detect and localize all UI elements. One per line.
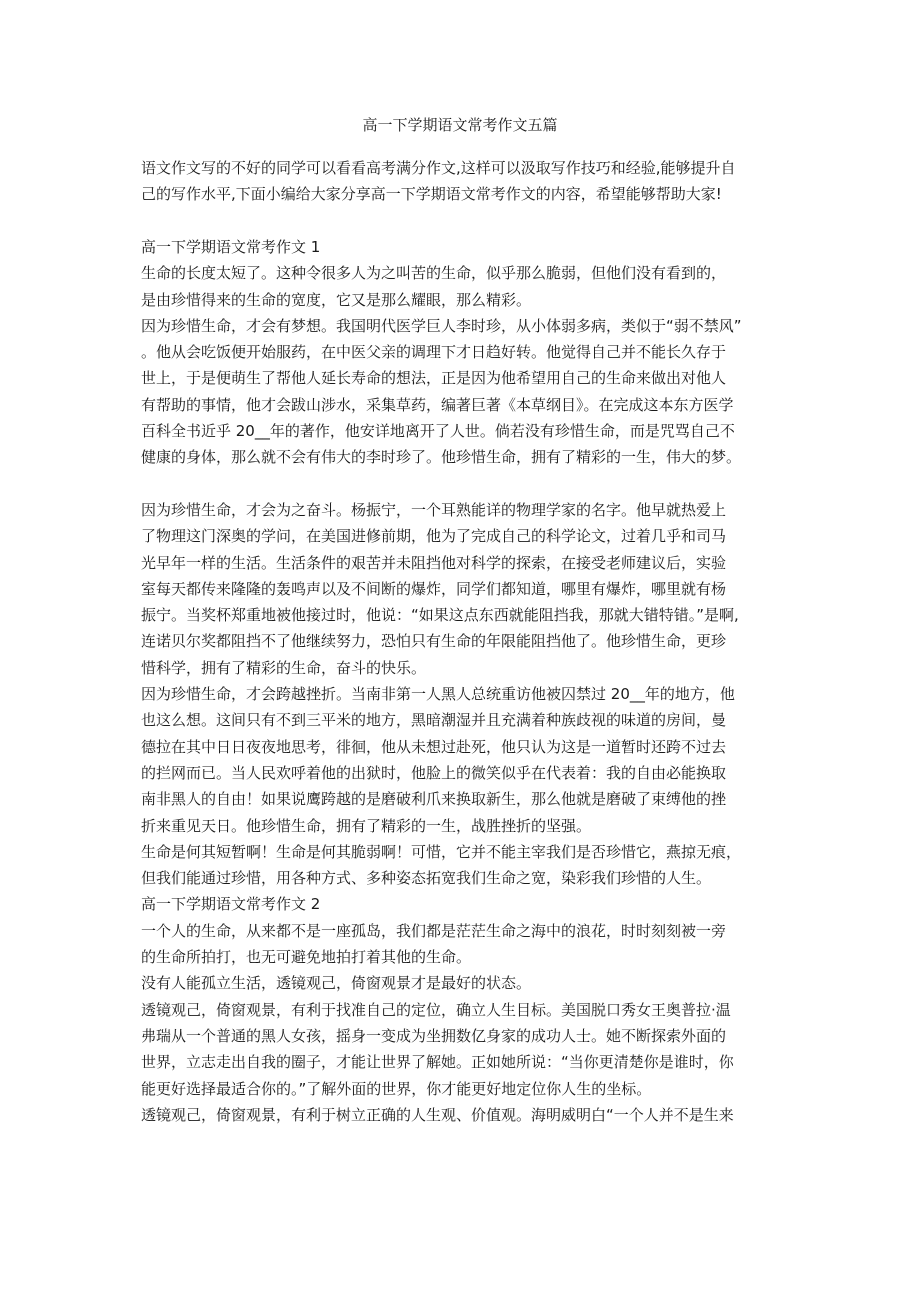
text-line: 振宁。当奖杯郑重地被他接过时，他说：“如果这点东西就能阻挡我，那就大错特错。”是啊,: [141, 606, 739, 625]
text-line: 但我们能通过珍惜，用各种方式、多种姿态拓宽我们生命之宽，染彩我们珍惜的人生。: [141, 869, 712, 888]
text-line: 健康的身体，那么就不会有伟大的李时珍了。他珍惜生命，拥有了精彩的一生，伟大的梦。: [141, 448, 742, 467]
text-line: 高一下学期语文常考作文 1: [141, 237, 321, 256]
text-line: 因为珍惜生命，才会为之奋斗。杨振宁，一个耳熟能详的物理学家的名字。他早就热爱上: [141, 500, 727, 519]
text-line: 也这么想。这间只有不到三平米的地方，黑暗潮湿并且充满着种族歧视的味道的房间，曼: [141, 711, 727, 730]
text-line: 室每天都传来隆隆的轰鸣声以及不间断的爆炸，同学们都知道，哪里有爆炸，哪里就有杨: [141, 579, 727, 598]
text-line: 南非黑人的自由！如果说鹰跨越的是磨破利爪来换取新生，那么他就是磨破了束缚他的挫: [141, 790, 727, 809]
text-line: 生命是何其短暂啊！生命是何其脆弱啊！可惜，它并不能主宰我们是否珍惜它，燕掠无痕，: [141, 842, 742, 861]
text-line: 弗瑞从一个普通的黑人女孩，摇身一变成为坐拥数亿身家的成功人士。她不断探索外面的: [141, 1026, 727, 1045]
text-line: 一个人的生命，从来都不是一座孤岛，我们都是茫茫生命之海中的浪花，时时刻刻被一旁: [141, 921, 727, 940]
text-line: 了物理这门深奥的学问，在美国进修前期，他为了完成自己的科学论文，过着几乎和司马: [141, 527, 727, 546]
text-line: 因为珍惜生命，才会跨越挫折。当南非第一人黑人总统重访他被囚禁过 20__年的地方，他: [141, 685, 735, 703]
text-line: 。他从会吃饭便开始服药，在中医父亲的调理下才日趋好转。他觉得自己并不能长久存于: [141, 343, 727, 362]
document-title: 高一下学期语文常考作文五篇: [362, 116, 558, 134]
text-line: 折来重见天日。他珍惜生命，拥有了精彩的一生，战胜挫折的坚强。: [141, 816, 592, 835]
text-line: 没有人能孤立生活，透镜观己，倚窗观景才是最好的状态。: [141, 974, 532, 993]
text-line: 己的写作水平,下面小编给大家分享高一下学期语文常考作文的内容，希望能够帮助大家!: [141, 185, 722, 204]
text-line: 因为珍惜生命，才会有梦想。我国明代医学巨人李时珍，从小体弱多病，类似于“弱不禁风”: [141, 316, 742, 335]
text-line: 高一下学期语文常考作文 2: [141, 895, 321, 914]
text-line: 惜科学，拥有了精彩的生命，奋斗的快乐。: [141, 658, 427, 677]
text-line: 透镜观己，倚窗观景，有利于树立正确的人生观、价值观。海明威明白“一个人并不是生来: [141, 1105, 734, 1124]
text-line: 透镜观己，倚窗观景，有利于找准自己的定位，确立人生目标。美国脱口秀女王奥普拉·温: [141, 1000, 731, 1019]
text-line: 是由珍惜得来的生命的宽度，它又是那么耀眼，那么精彩。: [141, 290, 532, 309]
text-line: 德拉在其中日日夜夜地思考，徘徊，他从未想过赴死，他只认为这是一道暂时还跨不过去: [141, 737, 727, 756]
text-line: 的生命所拍打，也无可避免地拍打着其他的生命。: [141, 948, 472, 966]
text-line: 世上，于是便萌生了帮他人延长寿命的想法，正是因为他希望用自己的生命来做出对他人: [141, 369, 727, 388]
text-line: 有帮助的事情，他才会跋山涉水，采集草药，编著巨著《本草纲目》。在完成这本东方医学: [141, 395, 734, 414]
text-line: 百科全书近乎 20__年的著作，他安详地离开了人世。倘若没有珍惜生命，而是咒骂自己不: [141, 422, 735, 440]
text-line: 光早年一样的生活。生活条件的艰苦并未阻挡他对科学的探索，在接受老师建议后，实验: [141, 553, 727, 572]
text-line: 世界，立志走出自我的圈子，才能让世界了解她。正如她所说：“当你更清楚你是谁时，你: [141, 1053, 734, 1072]
text-line: 生命的长度太短了。这种令很多人为之叫苦的生命，似乎那么脆弱，但他们没有看到的，: [141, 264, 727, 283]
text-line: 能更好选择最适合你的。”了解外面的世界，你才能更好地定位你人生的坐标。: [141, 1079, 652, 1098]
text-line: 连诺贝尔奖都阻挡不了他继续努力，恐怕只有生命的年限能阻挡他了。他珍惜生命，更珍: [141, 632, 727, 651]
text-line: 的拦网而已。当人民欢呼着他的出狱时，他脸上的微笑似乎在代表着：我的自由必能换取: [141, 763, 727, 782]
text-line: 语文作文写的不好的同学可以看看高考满分作文,这样可以汲取写作技巧和经验,能够提升自: [141, 159, 736, 177]
